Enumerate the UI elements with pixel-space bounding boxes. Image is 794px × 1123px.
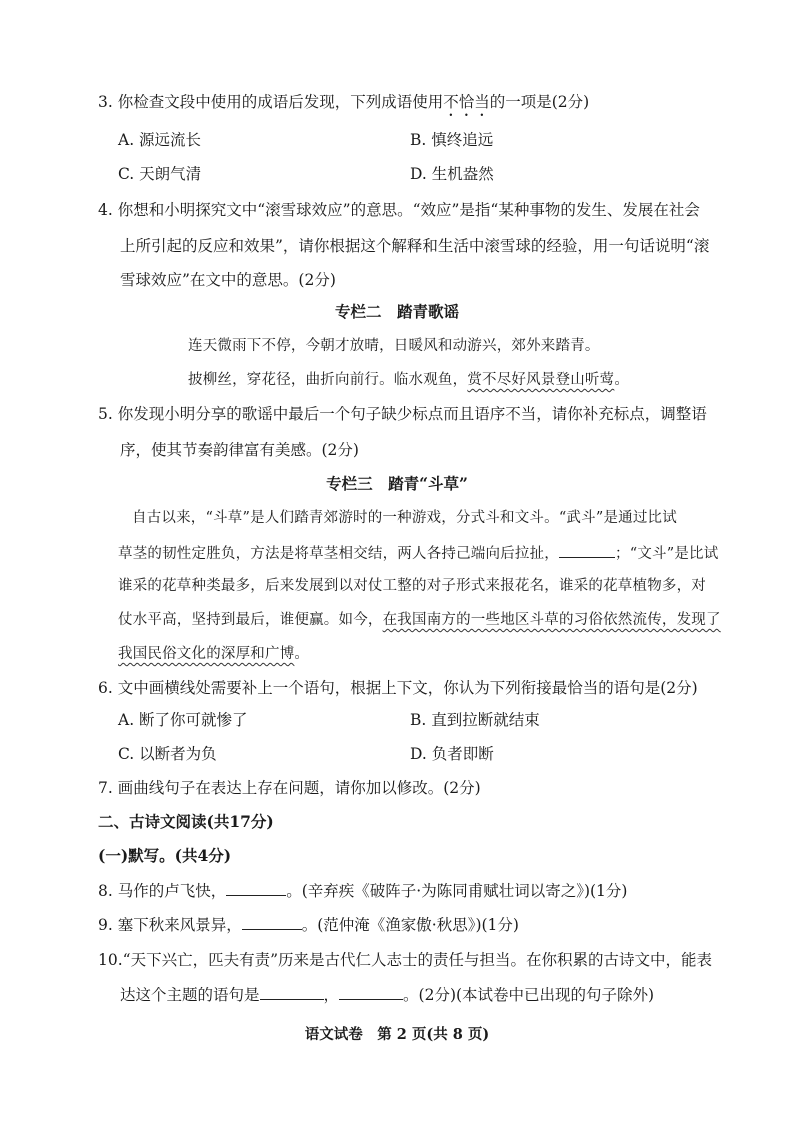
q6-option-b: B. 直到拉断就结束 bbox=[410, 711, 540, 729]
q9-blank bbox=[242, 914, 302, 930]
song-verse-1: 连天微雨下不停，今朝才放晴，日暖风和动游兴，郊外来踏青。 bbox=[188, 338, 600, 354]
q5-line1: 5. 你发现小明分享的歌谣中最后一个句子缺少标点而且语序不当，请你补充标点，调整语 bbox=[98, 405, 707, 423]
part1-heading: (一)默写。(共4分) bbox=[98, 846, 232, 865]
col3-para-line5: 我国民俗文化的深厚和广博。 bbox=[118, 646, 310, 662]
col3-para-line1: 自古以来，“斗草”是人们踏青郊游时的一种游戏，分式斗和文斗。“武斗”是通过比试 bbox=[132, 510, 677, 526]
col3-wavy-sentence-1: 在我国南方的一些地区斗草的习俗依然流传，发现了 bbox=[382, 612, 721, 628]
q3-option-c: C. 天朗气清 bbox=[118, 165, 202, 183]
song-wavy-line: 赏不尽好风景登山听莺 bbox=[467, 372, 615, 388]
q7-stem: 7. 画曲线句子在表达上存在问题，请你加以修改。(2分) bbox=[98, 779, 481, 797]
q8-blank bbox=[226, 880, 286, 896]
column2-title: 专栏二 踏青歌谣 bbox=[334, 302, 459, 321]
q10-line1: 10.“天下兴亡，匹夫有责”历来是古代仁人志士的责任与担当。在你积累的古诗文中，能表 bbox=[98, 951, 713, 969]
q6-option-a: A. 断了你可就惨了 bbox=[118, 711, 248, 729]
col3-para-line2: 草茎的韧性定胜负，方法是将草茎相交结，两人各持己端向后拉扯， ；“文斗”是比试 bbox=[118, 542, 718, 564]
q6-option-d: D. 负者即断 bbox=[410, 745, 494, 763]
q8-stem: 8. 马作的卢飞快， 。(辛弃疾《破阵子·为陈同甫赋壮词以寄之》)(1分) bbox=[98, 882, 628, 900]
q3-option-d: D. 生机盎然 bbox=[410, 165, 494, 183]
col3-para-line3: 谁采的花草种类最多，后来发展到以对仗工整的对子形式来报花名，谁采的花草植物多，对 bbox=[118, 578, 706, 594]
q10-line2: 达这个主题的语句是 ， 。(2分)(本试卷中已出现的句子除外) bbox=[120, 986, 655, 1004]
song-verse-2: 披柳丝，穿花径，曲折向前行。临水观鱼，赏不尽好风景登山听莺。 bbox=[188, 372, 630, 388]
q3-option-b: B. 慎终追远 bbox=[410, 131, 494, 149]
q6-stem: 6. 文中画横线处需要补上一个语句，根据上下文，你认为下列衔接最恰当的语句是(2分) bbox=[98, 679, 698, 697]
section2-heading: 二、古诗文阅读(共17分) bbox=[98, 812, 274, 831]
q3-stem: 3. 你检查文段中使用的成语后发现，下列成语使用不恰当的一项是(2分) bbox=[98, 93, 590, 111]
q6-option-c: C. 以断者为负 bbox=[118, 745, 217, 763]
q5-line2: 序，使其节奏韵律富有美感。(2分) bbox=[120, 441, 359, 459]
column3-title: 专栏三 踏青“斗草” bbox=[326, 474, 468, 493]
q3-option-a: A. 源远流长 bbox=[118, 131, 202, 149]
q4-line2: 上所引起的反应和效果”，请你根据这个解释和生活中滚雪球的经验，用一句话说明“滚 bbox=[120, 237, 710, 255]
q10-blank-2 bbox=[339, 984, 403, 1000]
q10-blank-1 bbox=[260, 984, 324, 1000]
fill-blank-line bbox=[559, 542, 615, 558]
col3-para-line4: 仗水平高，坚持到最后，谁便赢。如今，在我国南方的一些地区斗草的习俗依然流传，发现了 bbox=[118, 612, 721, 628]
page-footer: 语文试卷 第 2 页(共 8 页) bbox=[304, 1026, 490, 1043]
q3-emphasis: 不恰当 bbox=[443, 93, 490, 111]
col3-wavy-sentence-2: 我国民俗文化的深厚和广博 bbox=[118, 646, 295, 662]
q4-line3: 雪球效应”在文中的意思。(2分) bbox=[120, 271, 336, 289]
q4-line1: 4. 你想和小明探究文中“滚雪球效应”的意思。“效应”是指“某种事物的发生、发展在社会 bbox=[98, 201, 700, 219]
q9-stem: 9. 塞下秋来风景异， 。(范仲淹《渔家傲·秋思》)(1分) bbox=[98, 916, 519, 934]
